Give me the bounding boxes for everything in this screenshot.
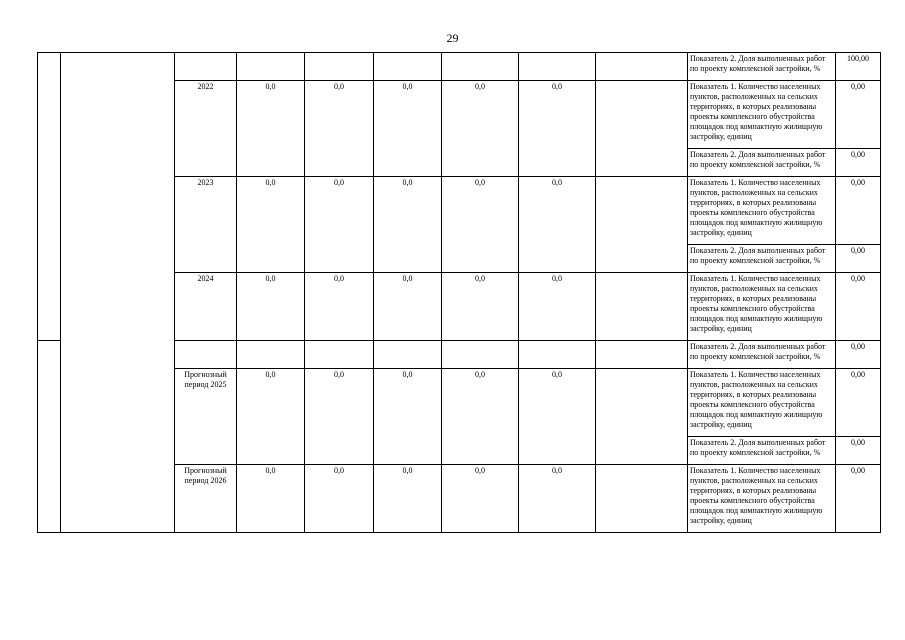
funding-value-cell: 0,0 <box>237 81 305 177</box>
blank-cell <box>596 81 688 177</box>
indicator-value-cell: 0,00 <box>836 177 881 245</box>
funding-value-cell <box>237 341 305 369</box>
funding-value-cell: 0,0 <box>374 369 442 465</box>
funding-value-cell: 0,0 <box>519 369 596 465</box>
funding-value-cell: 0,0 <box>237 177 305 273</box>
year-cell: 2024 <box>175 273 237 341</box>
indicator-name-cell: Показатель 2. Доля выполненных работ по проекту комплексной застройки, % <box>688 149 836 177</box>
funding-value-cell <box>442 53 519 81</box>
funding-value-cell: 0,0 <box>374 177 442 273</box>
funding-value-cell: 0,0 <box>442 81 519 177</box>
funding-value-cell: 0,0 <box>442 465 519 533</box>
program-table <box>37 52 881 533</box>
blank-cell <box>596 465 688 533</box>
indicator-name-cell: Показатель 1. Количество населенных пунктов, расположенных на сельских территориях, в которых реализованы проекты комплексного обустройства площадок под компактную жилищную застройку, единиц <box>688 177 836 245</box>
year-cell: Прогнозный период 2026 <box>175 465 237 533</box>
funding-value-cell <box>442 341 519 369</box>
funding-value-cell: 0,0 <box>442 369 519 465</box>
indicator-value-cell: 0,00 <box>836 273 881 341</box>
funding-value-cell: 0,0 <box>237 273 305 341</box>
indicator-value-cell: 0,00 <box>836 245 881 273</box>
indicator-value-cell: 0,00 <box>836 341 881 369</box>
funding-value-cell <box>519 53 596 81</box>
funding-value-cell <box>519 341 596 369</box>
blank-cell <box>38 53 61 341</box>
blank-cell <box>596 177 688 273</box>
indicator-name-cell: Показатель 2. Доля выполненных работ по проекту комплексной застройки, % <box>688 53 836 81</box>
funding-value-cell: 0,0 <box>237 465 305 533</box>
year-cell <box>175 341 237 369</box>
blank-cell <box>596 53 688 81</box>
blank-cell <box>596 273 688 341</box>
funding-value-cell: 0,0 <box>519 465 596 533</box>
funding-value-cell: 0,0 <box>374 465 442 533</box>
funding-value-cell: 0,0 <box>305 369 374 465</box>
indicator-name-cell: Показатель 2. Доля выполненных работ по проекту комплексной застройки, % <box>688 341 836 369</box>
indicator-value-cell: 0,00 <box>836 149 881 177</box>
indicator-name-cell: Показатель 2. Доля выполненных работ по проекту комплексной застройки, % <box>688 437 836 465</box>
funding-value-cell <box>305 341 374 369</box>
indicator-value-cell: 0,00 <box>836 465 881 533</box>
funding-value-cell: 0,0 <box>237 369 305 465</box>
funding-value-cell: 0,0 <box>442 177 519 273</box>
blank-cell <box>596 369 688 465</box>
year-cell: 2023 <box>175 177 237 273</box>
funding-value-cell <box>374 53 442 81</box>
funding-value-cell: 0,0 <box>519 273 596 341</box>
indicator-value-cell: 0,00 <box>836 81 881 149</box>
funding-value-cell: 0,0 <box>519 177 596 273</box>
funding-value-cell: 0,0 <box>305 465 374 533</box>
funding-value-cell <box>305 53 374 81</box>
indicator-name-cell: Показатель 1. Количество населенных пунктов, расположенных на сельских территориях, в которых реализованы проекты комплексного обустройства площадок под компактную жилищную застройку, единиц <box>688 273 836 341</box>
funding-value-cell: 0,0 <box>442 273 519 341</box>
funding-value-cell: 0,0 <box>374 81 442 177</box>
indicator-value-cell: 100,00 <box>836 53 881 81</box>
indicator-name-cell: Показатель 1. Количество населенных пунктов, расположенных на сельских территориях, в которых реализованы проекты комплексного обустройства площадок под компактную жилищную застройку, единиц <box>688 465 836 533</box>
funding-value-cell: 0,0 <box>305 273 374 341</box>
page-number: 29 <box>446 31 459 45</box>
indicator-value-cell: 0,00 <box>836 437 881 465</box>
indicator-name-cell: Показатель 1. Количество населенных пунктов, расположенных на сельских территориях, в которых реализованы проекты комплексного обустройства площадок под компактную жилищную застройку, единиц <box>688 81 836 149</box>
funding-value-cell <box>237 53 305 81</box>
blank-cell <box>596 341 688 369</box>
funding-value-cell: 0,0 <box>305 177 374 273</box>
table-row <box>38 53 881 81</box>
funding-value-cell: 0,0 <box>374 273 442 341</box>
year-cell: 2022 <box>175 81 237 177</box>
funding-value-cell <box>374 341 442 369</box>
indicator-name-cell: Показатель 1. Количество населенных пунктов, расположенных на сельских территориях, в которых реализованы проекты комплексного обустройства площадок под компактную жилищную застройку, единиц <box>688 369 836 437</box>
year-cell: Прогнозный период 2025 <box>175 369 237 465</box>
year-cell <box>175 53 237 81</box>
blank-cell <box>38 341 61 533</box>
indicator-name-cell: Показатель 2. Доля выполненных работ по проекту комплексной застройки, % <box>688 245 836 273</box>
indicator-value-cell: 0,00 <box>836 369 881 437</box>
funding-value-cell: 0,0 <box>519 81 596 177</box>
funding-value-cell: 0,0 <box>305 81 374 177</box>
blank-cell <box>61 53 175 533</box>
